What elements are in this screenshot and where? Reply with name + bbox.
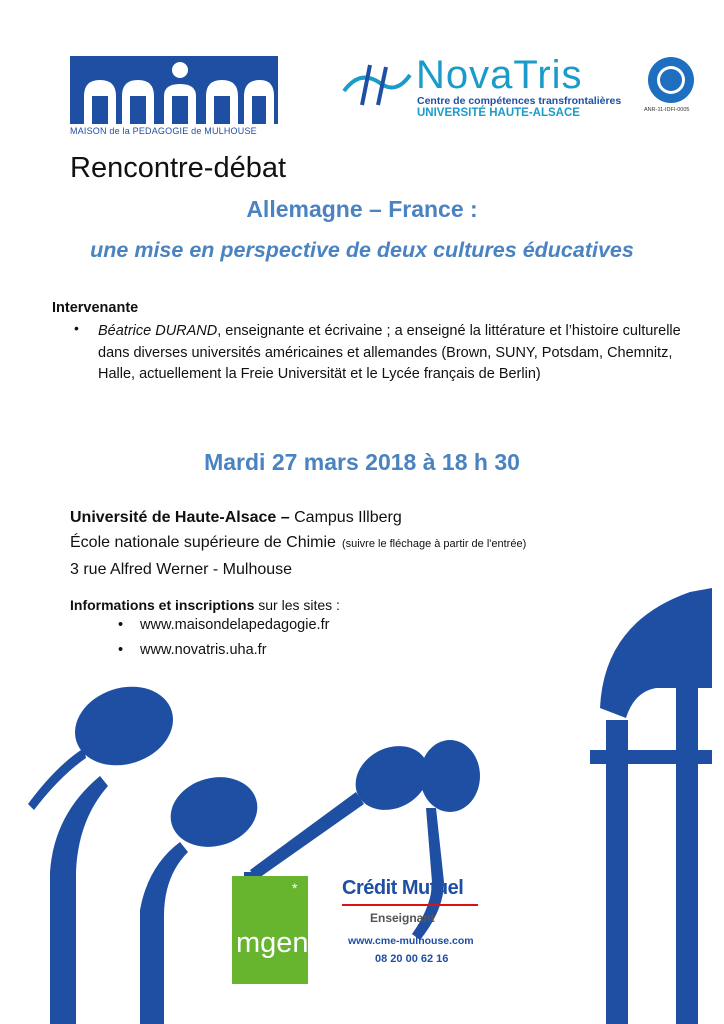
mpm-logo-mark bbox=[70, 56, 278, 124]
novatris-line2: UNIVERSITÉ HAUTE-ALSACE bbox=[417, 107, 580, 119]
event-type: Rencontre-débat bbox=[70, 152, 287, 184]
mgen-name: mgen bbox=[236, 927, 309, 959]
credit-mutuel-name: Crédit Mutuel bbox=[342, 877, 464, 899]
speaker-heading: Intervenante bbox=[52, 300, 139, 316]
venue-address: 3 rue Alfred Werner - Mulhouse bbox=[70, 561, 293, 578]
venue-university-line bbox=[70, 509, 402, 527]
mpm-logo bbox=[70, 56, 278, 140]
venue-campus: Campus Illberg bbox=[294, 509, 402, 526]
credit-mutuel-rule bbox=[342, 904, 478, 906]
credit-mutuel-site[interactable]: www.cme-mulhouse.com bbox=[348, 935, 474, 947]
novatris-line1: Centre de compétences transfrontalières bbox=[417, 95, 622, 107]
venue-note: (suivre le fléchage à partir de l'entrée) bbox=[341, 538, 527, 550]
event-title: Allemagne – France : bbox=[246, 196, 478, 222]
novatris-logo bbox=[340, 55, 640, 123]
speaker-description: , enseignante et écrivaine ; a enseigné la littérature et l’histoire culturelle dans diverses universités américaines et allemandes (Brown, SUNY, Potsdam, Chemnitz, Halle, actuellement la Freie Universität et le Lycée français de Berlin) bbox=[98, 323, 681, 382]
venue-separator: – bbox=[276, 509, 295, 526]
site-link-novatris[interactable]: www.novatris.uha.fr bbox=[140, 642, 267, 658]
info-heading-bold: Informations et inscriptions bbox=[70, 597, 255, 613]
credit-mutuel-label: Enseignant bbox=[370, 911, 435, 925]
investissements-seal-icon bbox=[648, 57, 694, 103]
seal-caption: ANR-11-IDFI-0005 bbox=[644, 107, 690, 113]
mpm-arches-icon bbox=[70, 56, 278, 124]
novatris-name: NovaTris bbox=[416, 53, 583, 97]
speaker-entry bbox=[98, 321, 688, 386]
info-heading-rest: sur les sites : bbox=[254, 597, 340, 613]
event-date: Mardi 27 mars 2018 à 18 h 30 bbox=[204, 449, 520, 475]
chair-icon bbox=[590, 588, 712, 1024]
speaker-name: Béatrice DURAND bbox=[98, 323, 218, 339]
mpm-caption: MAISON de la PEDAGOGIE de MULHOUSE bbox=[70, 126, 257, 136]
venue-school-line bbox=[70, 534, 526, 552]
venue-university: Université de Haute-Alsace bbox=[70, 509, 277, 526]
site-link-maisondelapedagogie[interactable]: www.maisondelapedagogie.fr bbox=[140, 617, 330, 633]
credit-mutuel-phone: 08 20 00 62 16 bbox=[375, 953, 449, 965]
speaker-bullet: • bbox=[74, 320, 79, 336]
event-subtitle: une mise en perspective de deux cultures éducatives bbox=[90, 238, 634, 262]
mgen-star: * bbox=[292, 880, 298, 896]
site-bullet: • bbox=[118, 642, 124, 658]
novatris-swoosh-icon bbox=[340, 61, 414, 109]
site-bullet: • bbox=[118, 617, 124, 633]
venue-school: École nationale supérieure de Chimie bbox=[70, 534, 336, 551]
